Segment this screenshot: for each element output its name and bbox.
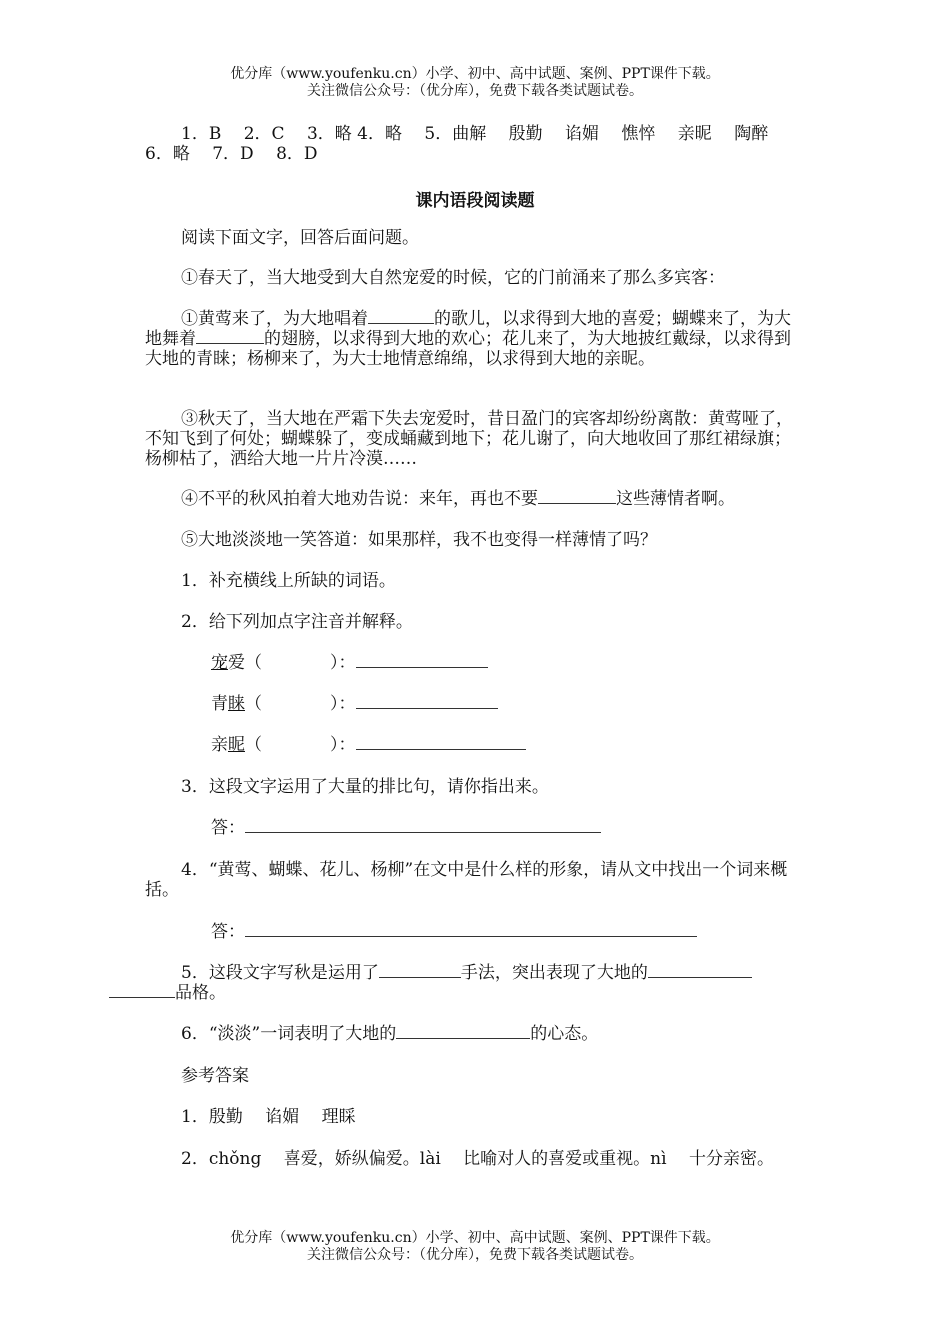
paragraph-2-text-a: ①黄莺来了，为大地唱着 (181, 309, 368, 329)
page-footer (0, 1230, 950, 1264)
page-header-top (0, 66, 950, 100)
header-line-1: 优分库（www.youfenku.cn）小学、初中、高中试题、案例、PPT课件下载。 (230, 66, 720, 82)
question-3: 3．这段文字运用了大量的排比句，请你指出来。 (181, 777, 549, 797)
q2-item-3 (211, 735, 526, 755)
paragraph-5: ⑤大地淡淡地一笑答道：如果那样，我不也变得一样薄情了吗？ (181, 530, 657, 550)
question-2: 2．给下列加点字注音并解释。 (181, 612, 413, 632)
paragraph-1: ①春天了，当大地受到大自然宠爱的时候，它的门前涌来了那么多宾客： (181, 268, 725, 288)
question-5-text-c: 品格。 (175, 983, 226, 1003)
section-title: 课内语段阅读题 (415, 191, 535, 211)
question-6-text-b: 的心态。 (530, 1024, 599, 1044)
instruction: 阅读下面文字，回答后面问题。 (181, 228, 419, 248)
answer-line (356, 653, 488, 668)
question-1: 1．补充横线上所缺的词语。 (181, 571, 396, 591)
reference-answer-2: 2．chǒng 喜爱，娇纵偏爱。lài 比喻对人的喜爱或重视。nì 十分亲密。 (181, 1149, 774, 1169)
paragraph-2-text-c: 的翅膀，以求得到大地的欢心；花儿来了，为大地披红戴绿，以求得到大地的青睐；杨柳来了，为大士地情意绵绵，以求得到大地的亲昵。 (145, 329, 791, 369)
paragraph-4-text-a: ④不平的秋风拍着大地劝告说：来年，再也不要 (181, 489, 538, 509)
answer-label: 答： (211, 922, 245, 942)
question-6 (145, 1024, 807, 1044)
question-5 (145, 963, 807, 1003)
dotted-char: 宠 (211, 653, 228, 673)
q2-item-prefix: 青 (211, 694, 228, 714)
q2-item-prefix: 亲 (211, 735, 228, 755)
q2-item-1 (211, 653, 488, 673)
fill-blank (196, 329, 264, 344)
reference-title: 参考答案 (181, 1066, 249, 1086)
dotted-char: 睐 (228, 694, 245, 714)
footer-line-2: 关注微信公众号：（优分库），免费下载各类试题试卷。 (307, 1247, 643, 1263)
question-6-text-a: 6．“淡淡”一词表明了大地的 (181, 1024, 397, 1044)
reference-answer-1: 1．殷勤 谄媚 理睬 (181, 1107, 356, 1127)
q3-answer (211, 818, 601, 838)
paragraph-4 (145, 489, 807, 509)
paragraph-2 (145, 309, 807, 369)
q2-item-2 (211, 694, 498, 714)
header-line-2: 关注微信公众号：（优分库），免费下载各类试题试卷。 (307, 83, 643, 99)
fill-blank (396, 1024, 530, 1039)
dotted-char: 昵 (228, 735, 245, 755)
paragraph-2-text-b: 的歌儿，以求得到大地的喜爱；蝴蝶来了，为大地舞着 (145, 309, 791, 349)
fill-blank (368, 309, 434, 324)
question-5-text-b: 手法，突出表现了大地的 (460, 963, 648, 983)
answer-line (356, 694, 498, 709)
q2-item-rest: 爱（ ）： (228, 653, 356, 673)
paragraph-4-text-b: 这些薄情者啊。 (616, 489, 735, 509)
question-5-text-a: 5．这段文字写秋是运用了 (181, 963, 379, 983)
question-4: 4．“黄莺、蝴蝶、花儿、杨柳”在文中是什么样的形象，请从文中找出一个词来概括。 (145, 860, 788, 900)
fill-blank (538, 489, 616, 504)
fill-blank (648, 963, 752, 978)
fill-blank (109, 983, 175, 998)
answer-label: 答： (211, 818, 245, 838)
q2-item-rest: （ ）： (245, 735, 356, 755)
q4-answer (211, 922, 697, 942)
answer-line (245, 922, 697, 937)
q2-item-rest: （ ）： (245, 694, 356, 714)
footer-line-1: 优分库（www.youfenku.cn）小学、初中、高中试题、案例、PPT课件下载。 (230, 1230, 720, 1246)
answer-line (245, 818, 601, 833)
answer-line (356, 735, 526, 750)
fill-blank (379, 963, 461, 978)
paragraph-3: ③秋天了，当大地在严霜下失去宠爱时，昔日盈门的宾客却纷纷离散：黄莺哑了，不知飞到了何处；蝴蝶躲了，变成蛹藏到地下；花儿谢了，向大地收回了那红裙绿旗；杨柳枯了，洒给大地一片片冷漠…… (145, 409, 793, 469)
answers-top: 1．B 2．C 3．略 4．略 5．曲解 殷勤 谄媚 憔悴 亲昵 陶醉 6．略 7．D 8．D (145, 124, 791, 164)
